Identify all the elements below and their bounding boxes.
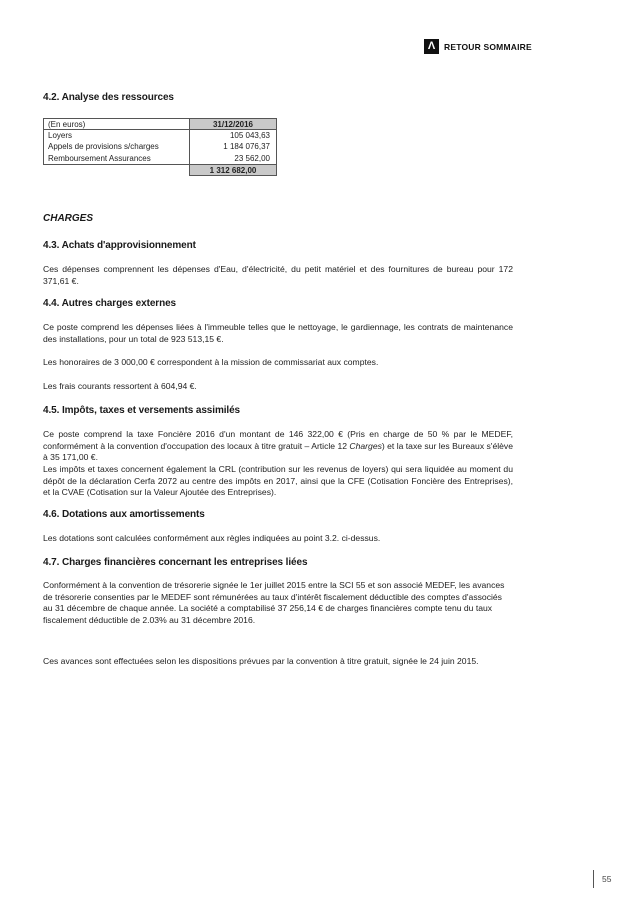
retour-sommaire-link[interactable]: [424, 39, 532, 54]
section-4-3-paragraph: Ces dépenses comprennent les dépenses d'Eau, d'électricité, du petit matériel et des fournitures de bureau pour 172 371,61 €.: [43, 264, 513, 286]
table-row-value: 23 562,00: [189, 153, 277, 165]
section-4-5-paragraph-2: Les impôts et taxes concernent également la CRL (contribution sur les revenus de loyers) qui sera liquidée au moment du dépôt de la déclaration Cerfa 2072 au centre des impôts en 2017, ainsi que la CFE (Cotisation Foncière des Entreprises), et la CVAE (Cotisation sur la Valeur Ajoutée des Entreprises).: [43, 464, 513, 498]
section-4-6-title: 4.6. Dotations aux amortissements: [43, 509, 205, 520]
section-4-7-paragraph-1: Conformément à la convention de trésorerie signée le 1er juillet 2015 entre la SCI 55 et son associé MEDEF, les avances de trésorerie consenties par le MEDEF sont rémunérées au taux d'intérêt fiscalement déductible des comptes d'associés au 31 décembre de chaque année. La société a comptabilisé 37 256,14 € de charges financières compte tenu du taux fiscalement déductible de 2.03% au 31 décembre 2016.: [43, 580, 505, 625]
section-4-5-paragraph-1: Ce poste comprend la taxe Foncière 2016 d'un montant de 146 322,00 € (Pris en charge de 50 % par le MEDEF, conformément à la convention d'occupation des locaux à titre gratuit – Article 12 Charges) et la taxe sur les Bureaux s'élève à 35 171,00 €.: [43, 429, 513, 463]
section-4-7-title: 4.7. Charges financières concernant les entreprises liées: [43, 557, 308, 568]
table-row-value: 1 184 076,37: [189, 141, 277, 153]
table-row-value: 105 043,63: [189, 130, 277, 142]
charges-title: CHARGES: [43, 213, 94, 224]
table-row: [43, 153, 279, 165]
table-row-label: Remboursement Assurances: [43, 153, 189, 165]
section-4-7-paragraph-2: Ces avances sont effectuées selon les dispositions prévues par la convention à titre gratuit, signée le 24 juin 2015.: [43, 656, 479, 666]
table-row: [43, 141, 279, 153]
section-4-2-title: 4.2. Analyse des ressources: [43, 92, 174, 103]
section-4-4-paragraph-3: Les frais courants ressortent à 604,94 €.: [43, 381, 197, 391]
section-4-4-paragraph-1: Ce poste comprend les dépenses liées à l'immeuble telles que le nettoyage, le gardiennage, les contrats de maintenance des installations, pour un total de 923 513,15 €.: [43, 322, 513, 344]
section-4-3-title: 4.3. Achats d'approvisionnement: [43, 240, 196, 251]
table-header-row: [43, 118, 279, 130]
table-column-header: 31/12/2016: [189, 118, 277, 130]
page-number: 55: [593, 870, 611, 888]
resources-table: [43, 118, 279, 176]
retour-sommaire-label: RETOUR SOMMAIRE: [444, 41, 532, 52]
section-4-4-paragraph-2: Les honoraires de 3 000,00 € correspondent à la mission de commissariat aux comptes.: [43, 357, 379, 367]
section-4-6-paragraph: Les dotations sont calculées conformément aux règles indiquées au point 3.2. ci-dessus.: [43, 533, 381, 543]
retour-sommaire-icon: Λ: [424, 39, 439, 54]
table-total-row: [43, 164, 279, 176]
table-row-label: Appels de provisions s/charges: [43, 141, 189, 153]
table-unit-label: (En euros): [43, 118, 189, 130]
section-4-4-title: 4.4. Autres charges externes: [43, 298, 177, 309]
section-4-5-title: 4.5. Impôts, taxes et versements assimilés: [43, 405, 241, 416]
table-row-label: Loyers: [43, 130, 189, 142]
table-total-value: 1 312 682,00: [189, 164, 277, 176]
table-row: [43, 130, 279, 142]
